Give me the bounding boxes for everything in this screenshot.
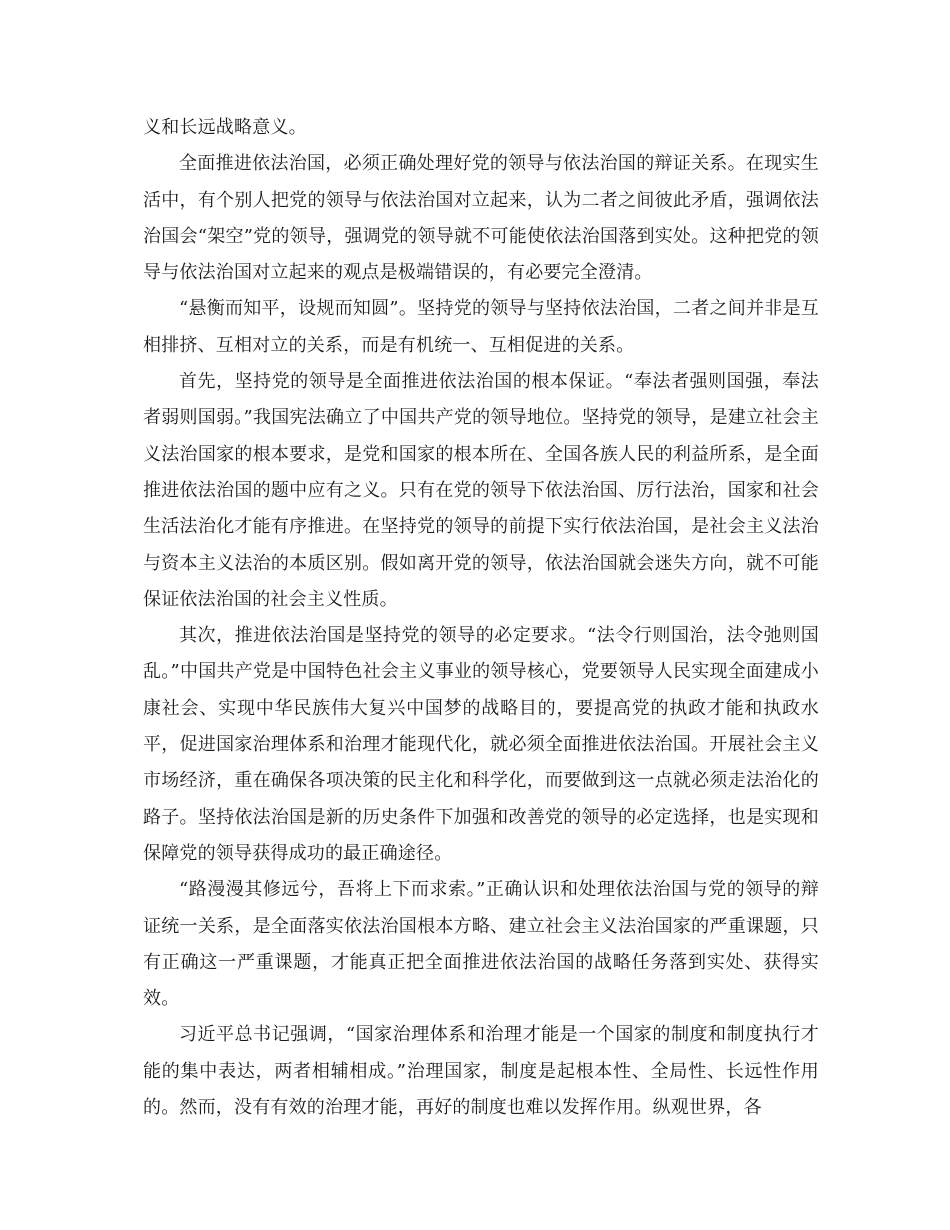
paragraph: 其次，推进依法治国是坚持党的领导的必定要求。“法令行则国治，法令弛则国乱。”中国共产党是中国特色社会主义事业的领导核心，党要领导人民实现全面建成小康社会、实现中华民族伟大复兴中国梦的战略目的，要提高党的执政才能和执政水平，促进国家治理体系和治理才能现代化，就必须全面推进依法治国。开展社会主义市场经济，重在确保各项决策的民主化和科学化，而要做到这一点就必须走法治化的路子。坚持依法治国是新的历史条件下加强和改善党的领导的必定选择，也是实现和保障党的领导获得成功的最正确途径。 <box>143 625 819 864</box>
document-body <box>143 110 819 1126</box>
paragraph: 义和长远战略意义。 <box>143 117 307 138</box>
paragraph: “悬衡而知平，设规而知圆”。坚持党的领导与坚持依法治国，二者之间并非是互相排挤、互相对立的关系，而是有机统一、互相促进的关系。 <box>143 298 819 356</box>
paragraph: 首先，坚持党的领导是全面推进依法治国的根本保证。“奉法者强则国强，奉法者弱则国弱。”我国宪法确立了中国共产党的领导地位。坚持党的领导，是建立社会主义法治国家的根本要求，是党和国家的根本所在、全国各族人民的利益所系，是全面推进依法治国的题中应有之义。只有在党的领导下依法治国、厉行法治，国家和社会生活法治化才能有序推进。在坚持党的领导的前提下实行依法治国，是社会主义法治与资本主义法治的本质区别。假如离开党的领导，依法治国就会迷失方向，就不可能保证依法治国的社会主义性质。 <box>143 371 819 610</box>
paragraph: “路漫漫其修远兮，吾将上下而求索。”正确认识和处理依法治国与党的领导的辩证统一关系，是全面落实依法治国根本方略、建立社会主义法治国家的严重课题，只有正确这一严重课题，才能真正把全面推进依法治国的战略任务落到实处、获得实效。 <box>143 879 819 1010</box>
paragraph: 全面推进依法治国，必须正确处理好党的领导与依法治国的辩证关系。在现实生活中，有个别人把党的领导与依法治国对立起来，认为二者之间彼此矛盾，强调依法治国会“架空”党的领导，强调党的领导就不可能使依法治国落到实处。这种把党的领导与依法治国对立起来的观点是极端错误的，有必要完全澄清。 <box>143 153 819 284</box>
paragraph: 习近平总书记强调，“国家治理体系和治理才能是一个国家的制度和制度执行才能的集中表达，两者相辅相成。”治理国家，制度是起根本性、全局性、长远性作用的。然而，没有有效的治理才能，再好的制度也难以发挥作用。纵观世界，各 <box>143 1024 819 1119</box>
